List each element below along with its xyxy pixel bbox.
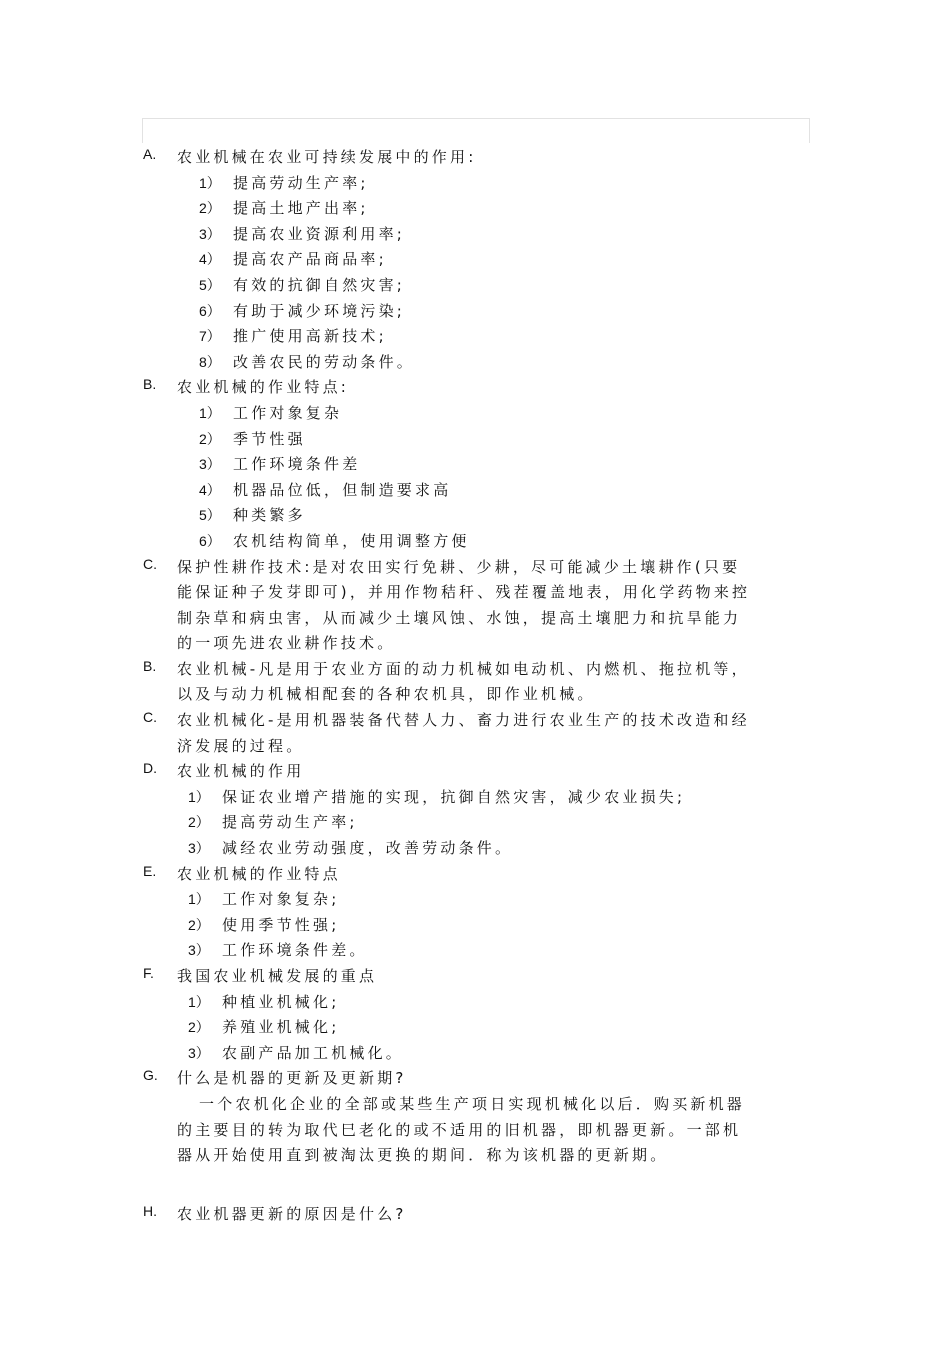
item-text: 农机结构简单，使用调整方便 [233,531,470,550]
section-h [0,1194,950,1224]
section-marker: B. [143,376,157,393]
item-number: 3） [188,840,210,857]
item-number: 2） [188,1019,210,1036]
section-marker: G. [143,1067,158,1084]
section-d [0,759,950,861]
paragraph-line: 的主要目的转为取代巳老化的或不适用的旧机器，即机器更新。一部机 [177,1120,742,1139]
item-text: 工作环境条件差。 [222,941,368,960]
section-b-definition [0,657,950,708]
item-number: 8） [199,353,221,370]
section-title: 农业机械的作业特点 [177,864,341,883]
item-text: 提高农产品商品率; [233,250,387,269]
item-number: 1） [188,788,210,805]
section-e [0,862,950,964]
item-text: 养殖业机械化; [222,1018,340,1037]
paragraph-line: 农业机械-凡是用于农业方面的动力机械如电动机、内燃机、拖拉机等， [177,659,750,678]
item-text: 有效的抗御自然灾害; [233,275,406,294]
paragraph-line: 制杂草和病虫害，从而减少土壤风蚀、水蚀，提高土壤肥力和抗旱能力 [177,608,742,627]
item-number: 1） [199,404,221,421]
section-marker: E. [143,862,157,879]
paragraph-line: 以及与动力机械相配套的各种农机具，即作业机械。 [177,685,596,704]
section-c-definition [0,708,950,759]
paragraph-line: 的一项先进农业耕作技术。 [177,634,396,653]
item-text: 提高劳动生产率; [222,813,358,832]
blank-line [0,1169,950,1195]
item-text: 保证农业增产措施的实现，抗御自然灾害，减少农业损失; [222,787,686,806]
section-b [0,375,950,554]
section-marker: C. [143,709,157,726]
item-number: 1） [199,174,221,191]
section-title: 农业机械在农业可持续发展中的作用: [177,148,477,166]
paragraph-line: 济发展的过程。 [177,736,305,755]
item-number: 3） [188,942,210,959]
section-title: 我国农业机械发展的重点 [177,967,378,986]
item-text: 减经农业劳动强度，改善劳动条件。 [222,839,514,858]
item-number: 7） [199,328,221,345]
section-marker: B. [143,657,157,674]
section-marker: H. [143,1203,157,1220]
item-number: 2） [188,814,210,831]
item-text: 使用季节性强; [222,915,340,934]
item-number: 3） [199,456,221,473]
section-c-conservation-tillage [0,555,950,657]
item-text: 农副产品加工机械化。 [222,1043,405,1062]
paragraph-line: 能保证种子发芽即可)，并用作物秸秆、残茬覆盖地表，用化学药物来控 [177,583,751,602]
item-text: 种类繁多 [233,506,306,525]
section-title: 农业机器更新的原因是什么? [177,1205,407,1224]
section-title: 农业机械的作业特点: [177,378,350,397]
item-number: 6） [199,532,221,549]
item-text: 提高土地产出率; [233,199,369,218]
item-number: 5） [199,507,221,524]
item-number: 1） [188,891,210,908]
document-body [0,145,950,1224]
section-marker: F. [143,965,154,982]
item-text: 种植业机械化; [222,992,340,1011]
item-text: 提高农业资源利用率; [233,224,406,243]
paragraph-line: 一个农机化企业的全部或某些生产项日实现机械化以后．购买新机器 [199,1094,746,1113]
item-text: 推广使用高新技术; [233,327,387,346]
paragraph-line: 保护性耕作技术:是对农田实行免耕、少耕，尽可能减少土壤耕作(只要 [177,557,741,576]
section-a [0,145,950,375]
item-number: 6） [199,302,221,319]
section-g [0,1066,950,1168]
item-number: 2） [199,200,221,217]
item-text: 提高劳动生产率; [233,173,369,192]
paragraph-line: 器从开始使用直到被淘汰更换的期间．称为该机器的更新期。 [177,1146,669,1165]
section-title: 什么是机器的更新及更新期? [177,1069,407,1088]
item-text: 季节性强 [233,429,306,448]
item-number: 2） [199,430,221,447]
item-text: 机器品位低，但制造要求高 [233,480,452,499]
item-number: 3） [188,1044,210,1061]
item-text: 工作环境条件差 [233,455,361,474]
paragraph-line: 农业机械化-是用机器装备代替人力、畜力进行农业生产的技术改造和经 [177,711,750,730]
section-marker: C. [143,555,157,572]
item-number: 4） [199,251,221,268]
section-f [0,964,950,1066]
section-title: 农业机械的作用 [177,762,305,781]
item-text: 工作对象复杂; [222,890,340,909]
section-marker: A. [143,146,157,162]
item-text: 有助于减少环境污染; [233,301,406,320]
item-number: 3） [199,225,221,242]
item-number: 4） [199,481,221,498]
header-frame [142,118,810,143]
item-text: 改善农民的劳动条件。 [233,352,416,371]
item-number: 2） [188,916,210,933]
section-marker: D. [143,760,157,777]
item-text: 工作对象复杂 [233,403,343,422]
item-number: 5） [199,276,221,293]
item-number: 1） [188,993,210,1010]
